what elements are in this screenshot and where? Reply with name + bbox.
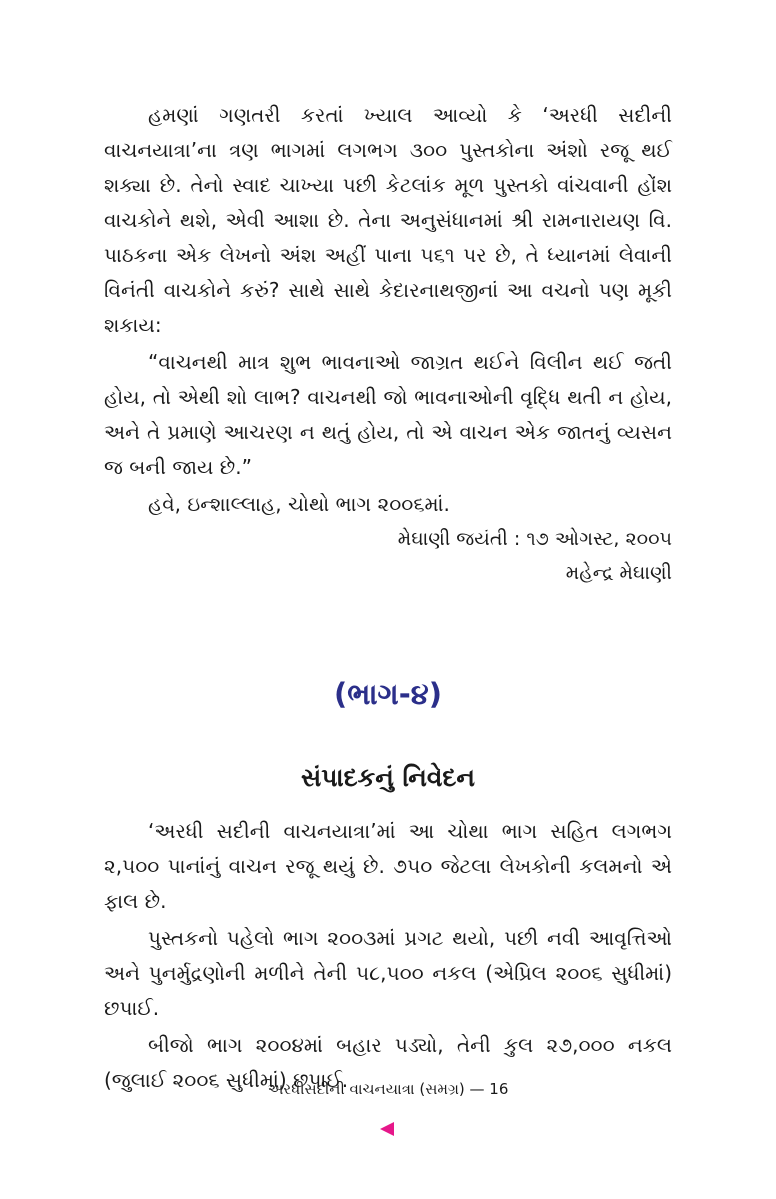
body-paragraph-2: પુસ્તકનો પહેલો ભાગ ૨૦૦૩માં પ્રગટ થયો, પછી નવી આવૃત્તિઓ અને પુનર્મુદ્રણોની મળીને તેની ૫૮,૫૦૦ નકલ (એપ્રિલ ૨૦૦૬ સુધીમાં) છપાઈ. (104, 926, 672, 1020)
intro-quote: “વાચનથી માત્ર શુભ ભાવનાઓ જાગ્રત થઈને વિલીન થઈ જતી હોય, તો એથી શો લાભ? વાચનથી જો ભાવનાઓની વૃદ્ધિ થતી ન હોય, અને તે પ્રમાણે આચરણ ન થતું હોય, તો એ વાચન એક જાતનું વ્યસન જ બની જાય છે.” (104, 350, 672, 479)
page-content (104, 98, 672, 1098)
section-heading: સંપાદકનું નિવેદન (300, 763, 475, 792)
triangle-left-icon[interactable] (380, 1122, 394, 1136)
part-heading: (ભાગ-૪) (334, 677, 442, 711)
intro-closing: હવે, ઇન્શાલ્લાહ, ચોથો ભાગ ૨૦૦૬માં. (148, 492, 450, 516)
intro-paragraph: હમણાં ગણતરી કરતાં ખ્યાલ આવ્યો કે ‘અરધી સદીની વાચનયાત્રા’ના ત્રણ ભાગમાં લગભગ ૩૦૦ પુસ્તકોના અંશો રજૂ થઈ શક્યા છે. તેનો સ્વાદ ચાખ્યા પછી કેટલાંક મૂળ પુસ્તકો વાંચવાની હોંશ વાચકોને થશે, એવી આશા છે. તેના અનુસંધાનમાં શ્રી રામનારાયણ વિ. પાઠકના એક લેખનો અંશ અહીં પાના ૫૬૧ પર છે, તે ધ્યાનમાં લેવાની વિનંતી વાચકોને કરું? સાથે સાથે કેદારનાથજીનાં આ વચનો પણ મૂકી શકાય: (104, 103, 672, 337)
body-paragraph-3: બીજો ભાગ ૨૦૦૪માં બહાર પડ્યો, તેની કુલ ૨૭,૦૦૦ નકલ (જુલાઈ ૨૦૦૬ સુધીમાં) છપાઈ. (104, 1033, 672, 1092)
signature-date: મેઘાણી જયંતી : ૧૭ ઓગસ્ટ, ૨૦૦૫ (397, 528, 672, 550)
page-footer: અરધીસદીની વાચનયાત્રા (સમગ્ર) — 16 (267, 1080, 509, 1098)
signature-author: મહેન્દ્ર મેઘાણી (565, 562, 672, 584)
body-paragraph-1: ‘અરધી સદીની વાચનયાત્રા’માં આ ચોથા ભાગ સહિત લગભગ ૨,૫૦૦ પાનાંનું વાચન રજૂ થયું છે. ૭૫૦ જેટલા લેખકોની કલમનો એ ફાલ છે. (104, 819, 672, 913)
